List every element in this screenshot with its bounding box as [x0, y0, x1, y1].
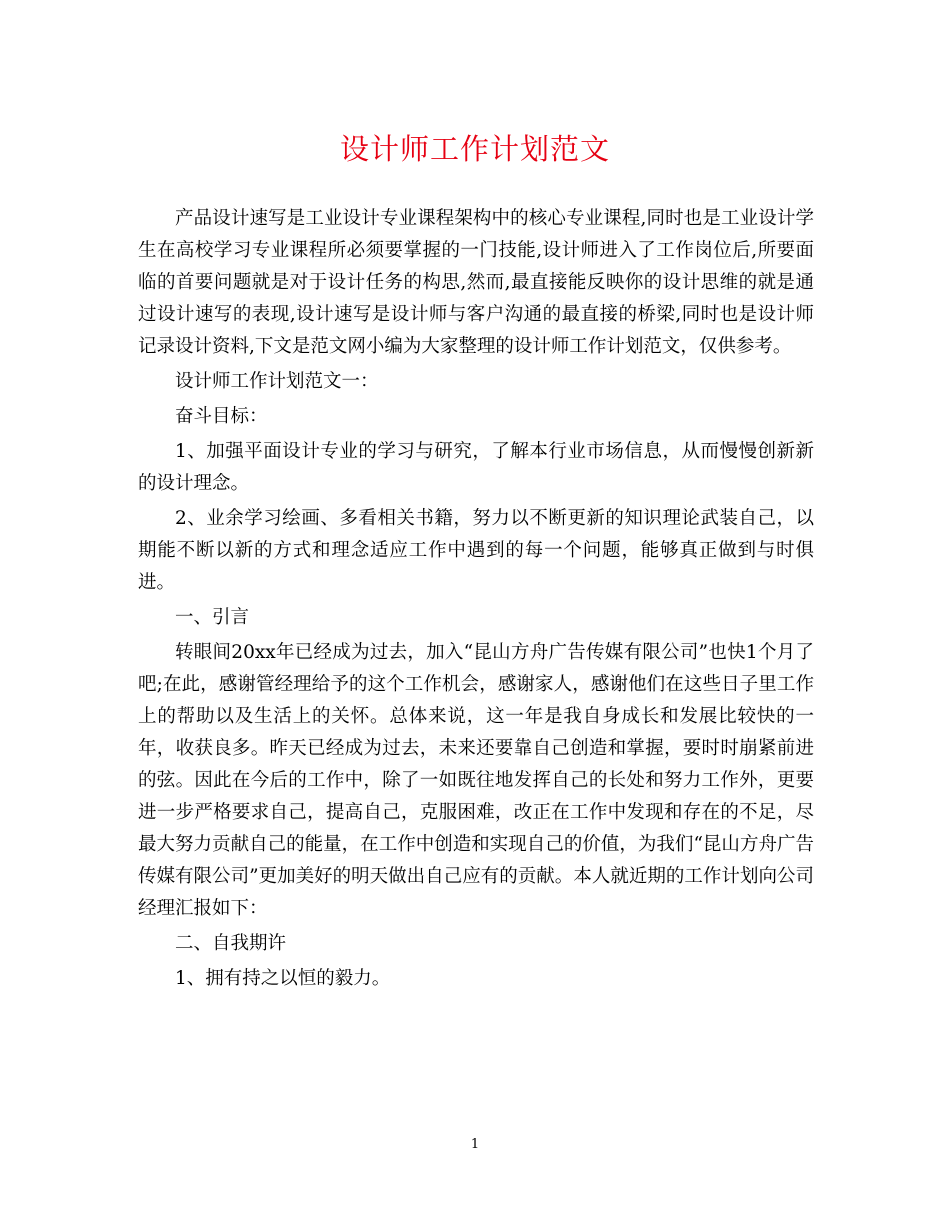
paragraph-self-expectation-1: 1、拥有持之以恒的毅力。 — [175, 968, 391, 989]
paragraph-introduction-heading: 一、引言 — [175, 607, 250, 628]
paragraph-section-heading: 设计师工作计划范文一： — [175, 371, 379, 392]
paragraph-self-expectation-heading: 二、自我期许 — [175, 933, 287, 954]
paragraph-introduction-body: 转眼间20xx年已经成为过去，加入“昆山方舟广告传媒有限公司”也快1个月了吧;在此，感谢管经理给予的这个工作机会，感谢家人，感谢他们在这些日子里工作上的帮助以及生活上的关怀。总体来说，这一年是我自身成长和发展比较快的一年，收获良多。昨天已经成为过去，未来还要靠自己创造和掌握，要时时崩紧前进的弦。因此在今后的工作中，除了一如既往地发挥自己的长处和努力工作外，更要进一步严格要求自己，提高自己，克服困难，改正在工作中发现和存在的不足，尽最大努力贡献自己的能量，在工作中创造和实现自己的价值，为我们“昆山方舟广告传媒有限公司”更加美好的明天做出自己应有的贡献。本人就近期的工作计划向公司经理汇报如下： — [138, 642, 814, 919]
paragraph-intro: 产品设计速写是工业设计专业课程架构中的核心专业课程,同时也是工业设计学生在高校学习专业课程所必须要掌握的一门技能,设计师进入了工作岗位后,所要面临的首要问题就是对于设计任务的构思,然而,最直接能反映你的设计思维的就是通过设计速写的表现,设计速写是设计师与客户沟通的最直接的桥梁,同时也是设计师记录设计资料,下文是范文网小编为大家整理的设计师工作计划范文，仅供参考。 — [138, 208, 814, 357]
page-number: 1 — [470, 1137, 480, 1152]
paragraph-goal-1: 1、加强平面设计专业的学习与研究，了解本行业市场信息，从而慢慢创新新的设计理念。 — [138, 441, 814, 494]
document-title: 设计师工作计划范文 — [339, 132, 610, 166]
paragraph-goal-heading: 奋斗目标： — [175, 406, 268, 427]
document-body — [138, 203, 814, 998]
paragraph-goal-2: 2、业余学习绘画、多看相关书籍，努力以不断更新的知识理论武装自己，以期能不断以新的方式和理念适应工作中遇到的每一个问题，能够真正做到与时俱进。 — [138, 508, 814, 593]
